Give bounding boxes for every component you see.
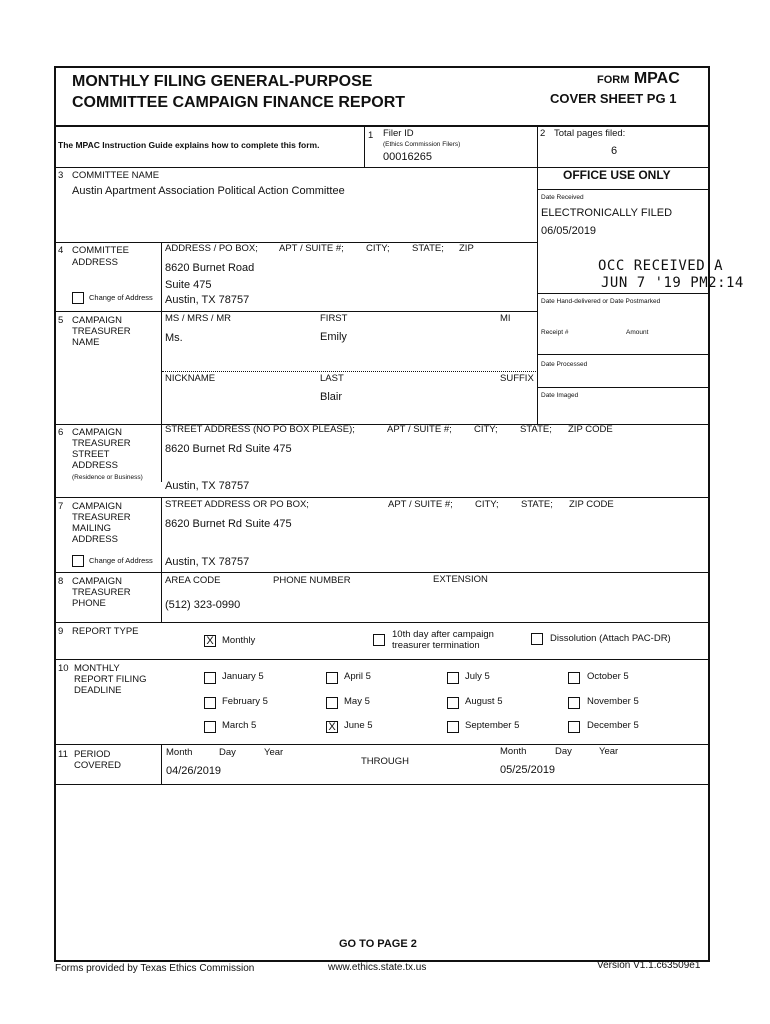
- march-checkbox[interactable]: [204, 721, 216, 733]
- treasurer-name-label3: NAME: [72, 337, 100, 348]
- tenth-day-line1: 10th day after campaign: [392, 629, 494, 640]
- form-code-block: [597, 70, 680, 88]
- treasurer-name-label2: TREASURER: [72, 326, 131, 337]
- period-label1: PERIOD: [74, 749, 111, 760]
- rule-below-mailing: [54, 572, 710, 573]
- footer-provided: Forms provided by Texas Ethics Commission: [55, 963, 255, 974]
- november-label: November 5: [587, 696, 639, 707]
- july-checkbox[interactable]: [447, 672, 459, 684]
- period-h-day-from: Day: [219, 747, 236, 758]
- office-rule-2: [538, 293, 710, 294]
- march-label: March 5: [222, 720, 257, 731]
- total-pages-value: 6: [611, 145, 618, 157]
- rule-below-period: [54, 784, 710, 785]
- col-label-right-3: [161, 744, 162, 784]
- address-h-state: STATE;: [412, 243, 444, 254]
- footer-website[interactable]: www.ethics.state.tx.us: [328, 962, 427, 973]
- committee-name-num: 3: [58, 170, 64, 181]
- treasurer-name-num: 5: [58, 315, 64, 326]
- col-office-left: [537, 125, 538, 424]
- monthly-checkbox[interactable]: X: [204, 635, 216, 647]
- mailing-h-city: CITY;: [475, 499, 499, 510]
- period-h-day-to: Day: [555, 746, 572, 757]
- address-h-address: ADDRESS / PO BOX;: [165, 243, 258, 254]
- rule-below-report-type: [54, 659, 710, 660]
- street-label1: CAMPAIGN: [72, 427, 122, 438]
- treasurer-title-value: Ms.: [165, 332, 183, 344]
- period-to-value: 05/25/2019: [500, 764, 556, 776]
- september-label: September 5: [465, 720, 520, 731]
- report-type-num: 9: [58, 626, 64, 637]
- mailing-line2: Austin, TX 78757: [165, 556, 250, 568]
- address-label1: COMMITTEE: [72, 245, 129, 256]
- period-through: THROUGH: [361, 756, 410, 767]
- treasurer-h-title: MS / MRS / MR: [165, 313, 231, 324]
- mailing-line1: 8620 Burnet Rd Suite 475: [165, 518, 292, 530]
- period-h-month-from: Month: [166, 747, 193, 758]
- rule-mid-treasurer: [162, 371, 538, 372]
- phone-label2: TREASURER: [72, 587, 131, 598]
- processed-label: Date Processed: [541, 361, 588, 368]
- total-pages-num: 2: [540, 128, 546, 139]
- phone-h-phone: PHONE NUMBER: [273, 575, 351, 586]
- office-rule-3: [538, 354, 710, 355]
- january-label: January 5: [222, 671, 264, 682]
- office-rule-1: [538, 189, 710, 190]
- date-received-label: Date Received: [541, 194, 584, 201]
- change-of-address-label: Change of Address: [89, 293, 153, 302]
- col-label-right-2: [161, 497, 162, 622]
- address-line2: Suite 475: [165, 279, 212, 291]
- street-num: 6: [58, 427, 64, 438]
- filer-id-num: 1: [368, 130, 374, 141]
- period-from-value: 04/26/2019: [166, 765, 222, 777]
- receipt-label: Receipt #: [541, 329, 569, 336]
- dissolution-label: Dissolution (Attach PAC-DR): [550, 633, 671, 644]
- street-h-state: STATE;: [520, 424, 552, 435]
- rule-below-header: [54, 125, 710, 127]
- tenth-day-line2: treasurer termination: [392, 640, 480, 651]
- committee-name-value: Austin Apartment Association Political Action Committee: [72, 185, 345, 197]
- rule-below-address: [54, 311, 538, 312]
- street-h-apt: APT / SUITE #;: [387, 424, 452, 435]
- treasurer-h-first: FIRST: [320, 313, 348, 324]
- total-pages-label: Total pages filed:: [554, 128, 626, 139]
- mailing-num: 7: [58, 501, 64, 512]
- rule-below-deadline: [54, 744, 710, 745]
- mailing-h-state: STATE;: [521, 499, 553, 510]
- phone-num: 8: [58, 576, 64, 587]
- mailing-h-zip: ZIP CODE: [569, 499, 614, 510]
- mailing-change-of-address-checkbox[interactable]: [72, 555, 84, 567]
- mailing-change-of-address-label: Change of Address: [89, 556, 153, 565]
- address-h-zip: ZIP: [459, 243, 474, 254]
- period-h-year-to: Year: [599, 746, 619, 757]
- rule-below-street: [54, 497, 710, 498]
- col-label-right: [161, 242, 162, 482]
- change-of-address-checkbox[interactable]: [72, 292, 84, 304]
- october-checkbox[interactable]: [568, 672, 580, 684]
- address-h-city: CITY;: [366, 243, 390, 254]
- filer-id-sublabel: (Ethics Commission Filers): [383, 141, 461, 148]
- august-label: August 5: [465, 696, 503, 707]
- address-num: 4: [58, 245, 64, 256]
- phone-label3: PHONE: [72, 598, 106, 609]
- treasurer-last-value: Blair: [320, 391, 343, 403]
- street-h-zip: ZIP CODE: [568, 424, 613, 435]
- deadline-num: 10: [58, 663, 69, 674]
- june-label: June 5: [344, 720, 373, 731]
- monthly-label: Monthly: [222, 635, 256, 646]
- hand-delivered-label: Date Hand-delivered or Date Postmarked: [541, 298, 661, 305]
- office-rule-4: [538, 387, 710, 388]
- street-h-city: CITY;: [474, 424, 498, 435]
- treasurer-h-last: LAST: [320, 373, 344, 384]
- street-line2: Austin, TX 78757: [165, 480, 250, 492]
- form-frame: [54, 66, 710, 962]
- committee-name-label: COMMITTEE NAME: [72, 170, 160, 181]
- phone-h-area: AREA CODE: [165, 575, 221, 586]
- period-h-month-to: Month: [500, 746, 527, 757]
- mailing-h-apt: APT / SUITE #;: [388, 499, 453, 510]
- december-label: December 5: [587, 720, 639, 731]
- street-h-street: STREET ADDRESS (NO PO BOX PLEASE);: [165, 424, 355, 435]
- phone-label1: CAMPAIGN: [72, 576, 122, 587]
- mailing-label3: MAILING: [72, 523, 112, 534]
- received-stamp-line2: JUN 7 '19 PM2:14: [601, 275, 744, 291]
- treasurer-h-mi: MI: [500, 313, 511, 324]
- april-checkbox[interactable]: [326, 672, 338, 684]
- received-stamp-line1: OCC RECEIVED A: [598, 258, 724, 274]
- treasurer-name-label1: CAMPAIGN: [72, 315, 122, 326]
- april-label: April 5: [344, 671, 371, 682]
- amount-label: Amount: [626, 329, 649, 336]
- filer-id-label: Filer ID: [383, 128, 414, 139]
- form-title-line2: COMMITTEE CAMPAIGN FINANCE REPORT: [72, 94, 406, 111]
- phone-value: (512) 323-0990: [165, 599, 241, 611]
- deadline-label3: DEADLINE: [74, 685, 122, 696]
- treasurer-first-value: Emily: [320, 331, 347, 343]
- street-label5: (Residence or Business): [72, 474, 143, 481]
- go-to-page-2: GO TO PAGE 2: [339, 938, 417, 950]
- received-line2: 06/05/2019: [541, 225, 597, 237]
- february-label: February 5: [222, 696, 268, 707]
- street-label4: ADDRESS: [72, 460, 118, 471]
- period-label2: COVERED: [74, 760, 121, 771]
- form-prefix: FORM: [597, 74, 630, 86]
- august-checkbox[interactable]: [447, 697, 459, 709]
- dissolution-checkbox[interactable]: [531, 633, 543, 645]
- treasurer-h-suffix: SUFFIX: [500, 373, 534, 384]
- instructions-text: The MPAC Instruction Guide explains how to complete this form.: [58, 140, 320, 150]
- footer-version: Version V1.1.c63509e1: [597, 960, 701, 971]
- street-line1: 8620 Burnet Rd Suite 475: [165, 443, 292, 455]
- filer-id-value: 00016265: [383, 151, 432, 163]
- rule-below-phone: [54, 622, 710, 623]
- cover-sheet-label: COVER SHEET PG 1: [550, 91, 677, 106]
- form-code: MPAC: [633, 70, 680, 87]
- tenth-day-checkbox[interactable]: [373, 634, 385, 646]
- col-filer-left: [364, 125, 365, 167]
- treasurer-h-nickname: NICKNAME: [165, 373, 216, 384]
- deadline-label1: MONTHLY: [74, 663, 120, 674]
- street-label2: TREASURER: [72, 438, 131, 449]
- october-label: October 5: [587, 671, 629, 682]
- september-checkbox[interactable]: [447, 721, 459, 733]
- report-type-label: REPORT TYPE: [72, 626, 139, 637]
- office-use-title: OFFICE USE ONLY: [563, 168, 671, 182]
- form-title-line1: MONTHLY FILING GENERAL-PURPOSE: [72, 73, 373, 90]
- mailing-h-street: STREET ADDRESS OR PO BOX;: [165, 499, 309, 510]
- period-num: 11: [58, 749, 68, 760]
- july-label: July 5: [465, 671, 490, 682]
- february-checkbox[interactable]: [204, 697, 216, 709]
- mailing-label2: TREASURER: [72, 512, 131, 523]
- address-line1: 8620 Burnet Road: [165, 262, 255, 274]
- street-label3: STREET: [72, 449, 110, 460]
- mailing-label4: ADDRESS: [72, 534, 118, 545]
- mailing-label1: CAMPAIGN: [72, 501, 122, 512]
- address-line3: Austin, TX 78757: [165, 294, 250, 306]
- may-label: May 5: [344, 696, 370, 707]
- january-checkbox[interactable]: [204, 672, 216, 684]
- phone-h-ext: EXTENSION: [433, 574, 488, 585]
- deadline-label2: REPORT FILING: [74, 674, 147, 685]
- address-label2: ADDRESS: [72, 257, 118, 268]
- address-h-apt: APT / SUITE #;: [279, 243, 344, 254]
- december-checkbox[interactable]: [568, 721, 580, 733]
- june-checkbox[interactable]: X: [326, 721, 338, 733]
- period-h-year-from: Year: [264, 747, 284, 758]
- imaged-label: Date Imaged: [541, 392, 579, 399]
- may-checkbox[interactable]: [326, 697, 338, 709]
- november-checkbox[interactable]: [568, 697, 580, 709]
- received-line1: ELECTRONICALLY FILED: [541, 207, 673, 219]
